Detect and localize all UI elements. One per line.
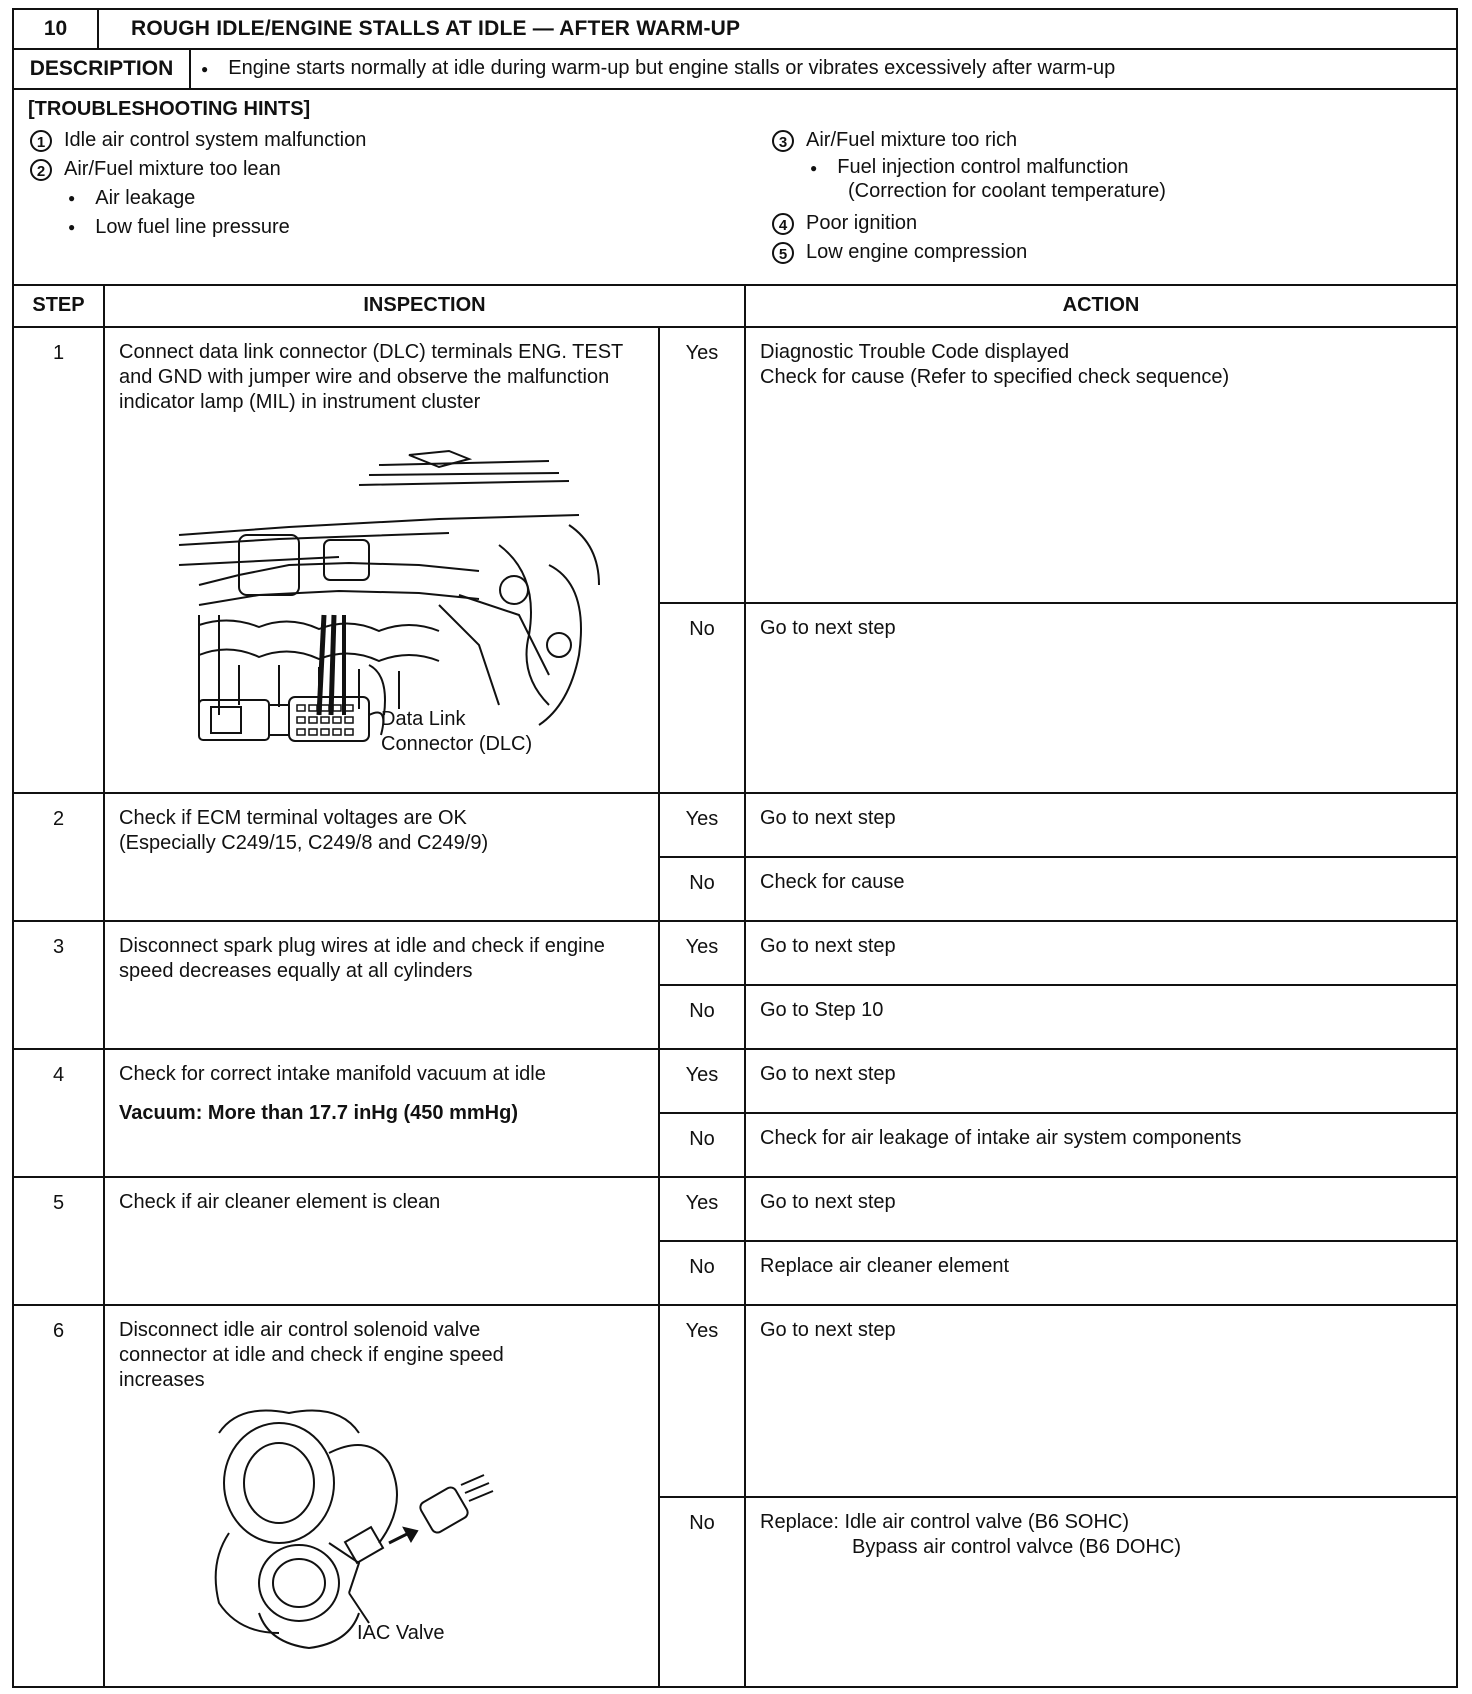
step-4-yes-action: Go to next step — [745, 1049, 1457, 1113]
step-1-no-action: Go to next step — [745, 603, 1457, 793]
troubleshooting-page — [12, 8, 1458, 1688]
no-label: No — [659, 1497, 745, 1687]
yes-label: Yes — [659, 1305, 745, 1497]
hint-3a — [772, 155, 1166, 179]
hint-4 — [772, 209, 1166, 238]
dlc-label-line-1: Data Link — [381, 708, 466, 730]
circled-number-icon: 5 — [772, 242, 794, 264]
yes-label: Yes — [659, 921, 745, 985]
iac-figure — [119, 1393, 648, 1655]
step-6-no-action — [745, 1497, 1457, 1687]
step-5-no-action: Replace air cleaner element — [745, 1241, 1457, 1305]
step-2-no-action: Check for cause — [745, 857, 1457, 921]
column-header-step: STEP — [13, 285, 104, 327]
header-table — [12, 8, 1458, 286]
no-label: No — [659, 603, 745, 793]
description-label: DESCRIPTION — [13, 49, 190, 89]
hint-3 — [772, 126, 1166, 155]
step-number: 4 — [13, 1049, 104, 1177]
procedure-number: 10 — [13, 9, 98, 49]
no-label: No — [659, 1113, 745, 1177]
step-3-yes-action: Go to next step — [745, 921, 1457, 985]
step-number: 3 — [13, 921, 104, 1049]
bullet-icon — [68, 216, 95, 238]
step-number: 2 — [13, 793, 104, 921]
hint-2a — [30, 184, 366, 213]
hint-3a-text: Fuel injection control malfunction — [837, 156, 1129, 178]
bullet-icon — [201, 57, 228, 79]
yes-label: Yes — [659, 793, 745, 857]
hint-2b-text: Low fuel line pressure — [95, 216, 290, 238]
circled-number-icon: 4 — [772, 213, 794, 235]
engine-bay-illustration — [119, 415, 639, 765]
description-text — [190, 49, 1457, 89]
iac-valve-label: IAC Valve — [357, 1622, 445, 1644]
hint-5-text: Low engine compression — [806, 241, 1028, 263]
step-2-inspection — [104, 793, 659, 921]
procedure-title: ROUGH IDLE/ENGINE STALLS AT IDLE — AFTER WARM-UP — [98, 9, 1457, 49]
circled-number-icon: 3 — [772, 130, 794, 152]
inspection-text: Connect data link connector (DLC) terminals ENG. TEST and GND with jumper wire and observe the malfunction indicator lamp (MIL) in instrument cluster — [119, 341, 623, 413]
inspection-text: (Especially C249/15, C249/8 and C249/9) — [119, 832, 489, 854]
action-line: Diagnostic Trouble Code displayed — [760, 341, 1070, 363]
hint-2a-text: Air leakage — [95, 187, 196, 209]
hint-4-text: Poor ignition — [806, 212, 918, 234]
step-5-inspection: Check if air cleaner element is clean — [104, 1177, 659, 1305]
step-3-no-action: Go to Step 10 — [745, 985, 1457, 1049]
yes-label: Yes — [659, 1049, 745, 1113]
hints-right-column — [772, 126, 1166, 267]
dlc-label-line-2: Connector (DLC) — [381, 733, 533, 755]
column-header-inspection: INSPECTION — [104, 285, 745, 327]
action-line: Replace: Idle air control valve (B6 SOHC) — [760, 1511, 1130, 1533]
step-6-yes-action: Go to next step — [745, 1305, 1457, 1497]
action-line: Check for cause (Refer to specified check sequence) — [760, 366, 1230, 388]
dlc-figure — [119, 415, 648, 765]
description-content: Engine starts normally at idle during warm-up but engine stalls or vibrates excessively after warm-up — [228, 57, 1116, 79]
inspection-text: Disconnect idle air control solenoid valve connector at idle and check if engine speed increases — [119, 1319, 504, 1391]
table-row — [13, 1177, 1457, 1241]
hint-2b — [30, 213, 366, 242]
action-line: Bypass air control valvce (B6 DOHC) — [852, 1536, 1181, 1558]
yes-label: Yes — [659, 327, 745, 603]
step-4-no-action: Check for air leakage of intake air system components — [745, 1113, 1457, 1177]
table-row — [13, 1305, 1457, 1497]
circled-number-icon: 1 — [30, 130, 52, 152]
hint-1-text: Idle air control system malfunction — [64, 129, 367, 151]
step-number: 5 — [13, 1177, 104, 1305]
step-number: 6 — [13, 1305, 104, 1687]
step-1-inspection — [104, 327, 659, 793]
hint-1 — [30, 126, 366, 155]
step-5-yes-action: Go to next step — [745, 1177, 1457, 1241]
hint-3a-note: (Correction for coolant temperature) — [848, 180, 1166, 202]
hint-5 — [772, 238, 1166, 267]
table-row — [13, 921, 1457, 985]
steps-table — [12, 284, 1458, 1688]
hint-2-text: Air/Fuel mixture too lean — [64, 158, 281, 180]
bullet-icon — [810, 156, 837, 178]
hint-2 — [30, 155, 366, 184]
dlc-label — [381, 707, 532, 757]
yes-label: Yes — [659, 1177, 745, 1241]
step-number: 1 — [13, 327, 104, 793]
vacuum-spec: Vacuum: More than 17.7 inHg (450 mmHg) — [119, 1102, 518, 1124]
column-header-action: ACTION — [745, 285, 1457, 327]
table-row — [13, 1049, 1457, 1113]
hint-3-text: Air/Fuel mixture too rich — [806, 129, 1018, 151]
no-label: No — [659, 985, 745, 1049]
step-3-inspection: Disconnect spark plug wires at idle and check if engine speed decreases equally at all cylinders — [104, 921, 659, 1049]
step-4-inspection — [104, 1049, 659, 1177]
inspection-text: Check if ECM terminal voltages are OK — [119, 807, 467, 829]
troubleshooting-hints — [13, 89, 1457, 285]
inspection-text: Check for correct intake manifold vacuum at idle — [119, 1063, 546, 1085]
step-6-inspection — [104, 1305, 659, 1687]
hints-title: [TROUBLESHOOTING HINTS] — [28, 98, 311, 120]
step-2-yes-action: Go to next step — [745, 793, 1457, 857]
circled-number-icon: 2 — [30, 159, 52, 181]
no-label: No — [659, 857, 745, 921]
no-label: No — [659, 1241, 745, 1305]
iac-valve-illustration — [199, 1393, 559, 1655]
bullet-icon — [68, 187, 95, 209]
table-row — [13, 793, 1457, 857]
hints-left-column — [30, 126, 366, 242]
table-row — [13, 327, 1457, 603]
step-1-yes-action — [745, 327, 1457, 603]
